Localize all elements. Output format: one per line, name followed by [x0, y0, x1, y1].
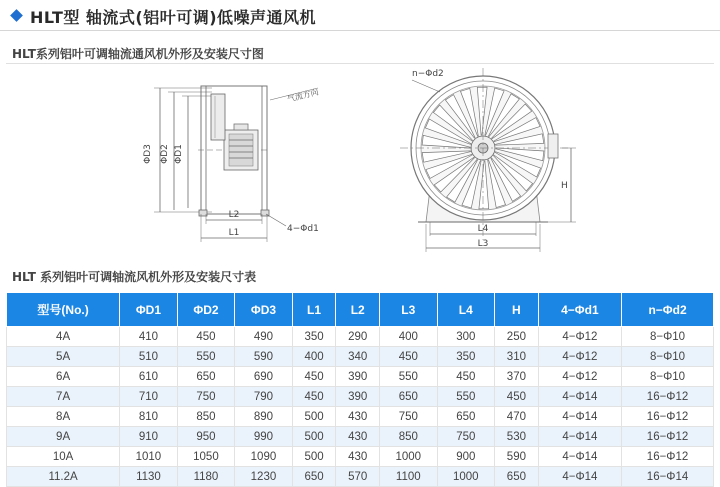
column-header: L2	[336, 293, 380, 327]
table-cell: 250	[495, 327, 539, 347]
table-cell: 340	[336, 347, 380, 367]
l2-label: L2	[228, 210, 240, 220]
diamond-bullet-icon	[10, 9, 23, 22]
table-cell: 1000	[437, 467, 495, 487]
table-cell: 750	[437, 427, 495, 447]
table-cell: 1000	[380, 447, 438, 467]
table-cell: 11.2A	[7, 467, 120, 487]
table-cell: 5A	[7, 347, 120, 367]
table-cell: 810	[120, 407, 178, 427]
table-cell: 10A	[7, 447, 120, 467]
table-cell: 4−Φ14	[538, 427, 621, 447]
table-cell: 8−Φ10	[622, 327, 714, 347]
table-cell: 4−Φ12	[538, 347, 621, 367]
table-row	[7, 327, 714, 347]
table-row	[7, 407, 714, 427]
table-cell: 350	[292, 327, 336, 347]
table-cell: 390	[336, 387, 380, 407]
column-header: L3	[380, 293, 438, 327]
column-header: L1	[292, 293, 336, 327]
header-divider	[0, 30, 720, 31]
table-cell: 570	[336, 467, 380, 487]
table-cell: 4−Φ14	[538, 467, 621, 487]
l4-label: L4	[477, 224, 489, 234]
column-header: 4−Φd1	[538, 293, 621, 327]
table-header-row	[7, 293, 714, 327]
front-holes-label: n−Φd2	[412, 69, 444, 79]
table-cell: 9A	[7, 427, 120, 447]
table-cell: 16−Φ12	[622, 387, 714, 407]
page-title: HLT型 轴流式(铝叶可调)低噪声通风机	[30, 8, 317, 27]
table-cell: 430	[336, 447, 380, 467]
table-cell: 370	[495, 367, 539, 387]
table-cell: 390	[336, 367, 380, 387]
d1-label: ΦD1	[174, 144, 184, 164]
dimension-table	[6, 292, 714, 487]
table-cell: 900	[437, 447, 495, 467]
table-cell: 430	[336, 407, 380, 427]
table-row	[7, 367, 714, 387]
table-cell: 450	[292, 387, 336, 407]
table-cell: 6A	[7, 367, 120, 387]
table-cell: 1050	[177, 447, 235, 467]
table-cell: 590	[235, 347, 293, 367]
table-cell: 4A	[7, 327, 120, 347]
table-cell: 990	[235, 427, 293, 447]
d3-label: ΦD3	[143, 144, 153, 164]
table-cell: 500	[292, 447, 336, 467]
table-cell: 8−Φ10	[622, 367, 714, 387]
table-cell: 16−Φ12	[622, 407, 714, 427]
table-cell: 4−Φ12	[538, 327, 621, 347]
table-cell: 16−Φ12	[622, 447, 714, 467]
table-cell: 690	[235, 367, 293, 387]
column-header: ΦD1	[120, 293, 178, 327]
table-cell: 550	[177, 347, 235, 367]
column-header: ΦD2	[177, 293, 235, 327]
page-header	[0, 0, 720, 30]
table-cell: 650	[380, 387, 438, 407]
table-cell: 16−Φ12	[622, 427, 714, 447]
table-cell: 650	[292, 467, 336, 487]
table-cell: 850	[380, 427, 438, 447]
table-cell: 310	[495, 347, 539, 367]
table-cell: 650	[495, 467, 539, 487]
table-cell: 500	[292, 407, 336, 427]
table-section-title: HLT 系列铝叶可调轴流风机外形及安装尺寸表	[12, 270, 257, 284]
table-cell: 710	[120, 387, 178, 407]
table-cell: 750	[177, 387, 235, 407]
side-holes-label: 4−Φd1	[287, 224, 319, 234]
table-cell: 510	[120, 347, 178, 367]
table-cell: 1100	[380, 467, 438, 487]
table-cell: 300	[437, 327, 495, 347]
table-row	[7, 427, 714, 447]
table-cell: 410	[120, 327, 178, 347]
table-cell: 1090	[235, 447, 293, 467]
l3-label: L3	[477, 239, 489, 249]
drawing-section-title: HLT系列铝叶可调轴流通风机外形及安装尺寸图	[12, 47, 264, 61]
table-cell: 290	[336, 327, 380, 347]
column-header: 型号(No.)	[7, 293, 120, 327]
table-cell: 400	[292, 347, 336, 367]
table-cell: 8−Φ10	[622, 347, 714, 367]
table-cell: 450	[495, 387, 539, 407]
table-cell: 1230	[235, 467, 293, 487]
table-cell: 890	[235, 407, 293, 427]
table-cell: 850	[177, 407, 235, 427]
table-cell: 500	[292, 427, 336, 447]
table-cell: 1130	[120, 467, 178, 487]
table-cell: 350	[437, 347, 495, 367]
table-row	[7, 347, 714, 367]
table-cell: 650	[177, 367, 235, 387]
l1-label: L1	[228, 228, 240, 238]
table-cell: 950	[177, 427, 235, 447]
table-body	[7, 327, 714, 487]
airflow-label: 气流方向	[286, 87, 320, 104]
table-cell: 430	[336, 427, 380, 447]
table-cell: 530	[495, 427, 539, 447]
table-cell: 400	[380, 327, 438, 347]
fan-drawings	[0, 64, 720, 262]
table-cell: 1010	[120, 447, 178, 467]
table-cell: 910	[120, 427, 178, 447]
table-cell: 4−Φ14	[538, 387, 621, 407]
table-cell: 450	[380, 347, 438, 367]
table-cell: 550	[380, 367, 438, 387]
table-cell: 16−Φ14	[622, 467, 714, 487]
column-header: L4	[437, 293, 495, 327]
table-cell: 4−Φ12	[538, 367, 621, 387]
table-cell: 790	[235, 387, 293, 407]
table-cell: 4−Φ14	[538, 407, 621, 427]
table-cell: 450	[437, 367, 495, 387]
table-cell: 7A	[7, 387, 120, 407]
table-cell: 1180	[177, 467, 235, 487]
column-header: ΦD3	[235, 293, 293, 327]
d2-label: ΦD2	[160, 144, 170, 164]
table-cell: 450	[292, 367, 336, 387]
table-cell: 610	[120, 367, 178, 387]
table-cell: 590	[495, 447, 539, 467]
table-cell: 490	[235, 327, 293, 347]
table-row	[7, 447, 714, 467]
table-cell: 650	[437, 407, 495, 427]
table-cell: 470	[495, 407, 539, 427]
table-cell: 750	[380, 407, 438, 427]
table-cell: 8A	[7, 407, 120, 427]
column-header: H	[495, 293, 539, 327]
table-cell: 550	[437, 387, 495, 407]
table-cell: 4−Φ14	[538, 447, 621, 467]
table-row	[7, 387, 714, 407]
h-label: H	[561, 181, 568, 191]
column-header: n−Φd2	[622, 293, 714, 327]
table-cell: 450	[177, 327, 235, 347]
